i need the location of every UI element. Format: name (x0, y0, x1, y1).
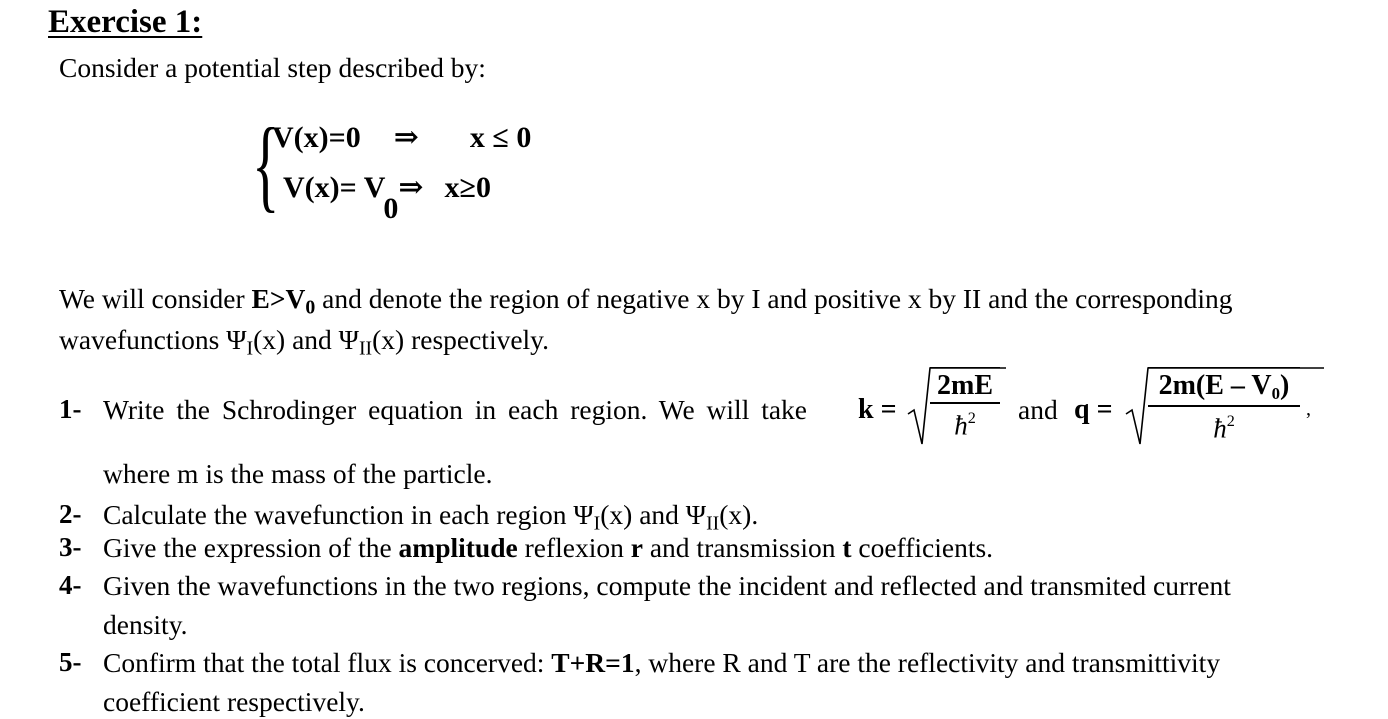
energy-condition (251, 283, 316, 319)
item-number: 2- (59, 499, 82, 529)
psi-subscript: I (246, 337, 254, 360)
condition-text: E>V (251, 283, 306, 314)
item-3-part: and transmission (642, 532, 843, 563)
system-row-1 (272, 120, 531, 155)
sqrt-q-overline (1148, 367, 1300, 368)
item-number: 4- (59, 570, 82, 600)
row1-arrow: ⇒ (393, 121, 419, 154)
row2-sub: 0 (383, 192, 399, 225)
hbar: ħ (954, 410, 968, 441)
item-3-part: Give the expression of the (103, 532, 399, 563)
k-label: k = (858, 394, 897, 425)
sqrt-q-icon (1124, 366, 1148, 448)
t-symbol: t (842, 532, 852, 563)
paragraph-line-2 (59, 324, 549, 361)
q-numerator-text: 2m(E – V (1158, 370, 1272, 401)
flux-equation: T+R=1 (551, 647, 635, 678)
item-number: 5- (59, 647, 82, 677)
item-5-part: Confirm that the total flux is concerved: (103, 647, 552, 678)
item-2-part: (x). (719, 499, 759, 530)
item-5-line-2: coefficient respectively. (103, 686, 365, 717)
q-fraction (1148, 372, 1300, 442)
hbar: ħ (1213, 413, 1227, 444)
psi-subscript: II (706, 512, 720, 535)
paragraph-text: (x) and Ψ (253, 324, 359, 355)
row2-lhs: V(x)= V (283, 171, 386, 204)
row2-rhs: x≥0 (444, 171, 491, 204)
item-2-text (103, 499, 758, 536)
psi-subscript: I (593, 512, 601, 535)
sqrt-k-overline (930, 367, 1000, 368)
condition-sub: 0 (305, 296, 316, 319)
item-1-continuation: where m is the mass of the particle. (103, 458, 493, 489)
sqrt-k-icon (906, 366, 930, 448)
k-denominator (954, 404, 976, 439)
item-2-part: Calculate the wavefunction in each region Ψ (103, 499, 594, 530)
item-4-line-2: density. (103, 609, 188, 640)
comma: , (1306, 398, 1311, 420)
paragraph-text: (x) respectively. (372, 324, 550, 355)
item-5-part: , where R and T are the reflectivity and transmittivity (634, 647, 1221, 678)
item-5-line-1 (103, 647, 1220, 679)
k-numerator: 2mE (937, 370, 993, 401)
item-1-text: Write the Schrodinger equation in each region. We will take (103, 394, 808, 425)
item-3-part: reflexion (517, 532, 631, 563)
row1-rhs: x ≤ 0 (469, 121, 532, 154)
q-numerator-sub: 0 (1271, 384, 1281, 404)
item-2-part: (x) and Ψ (600, 499, 707, 530)
paragraph-text: and denote the region of negative x by I and positive x by II and the corresponding (315, 283, 1233, 314)
q-label: q = (1074, 394, 1113, 425)
amplitude-keyword: amplitude (398, 532, 518, 563)
paragraph-text: We will consider (59, 283, 252, 314)
item-3-text (103, 532, 993, 564)
and-word: and (1018, 394, 1058, 425)
exercise-title: Exercise 1: (48, 4, 203, 40)
paragraph-line-1 (59, 283, 1232, 320)
paragraph-text: wavefunctions Ψ (59, 324, 247, 355)
q-numerator (1157, 372, 1292, 405)
row1-lhs: V(x)=0 (272, 121, 361, 154)
psi-subscript: II (358, 337, 373, 360)
k-fraction (930, 372, 1000, 439)
left-brace: { (252, 107, 280, 222)
r-symbol: r (630, 532, 643, 563)
item-number: 3- (59, 532, 82, 562)
item-number: 1- (59, 394, 82, 424)
item-4-line-1: Given the wavefunctions in the two regions, compute the incident and reflected and transmited current (103, 570, 1231, 601)
hbar-exponent: 2 (1226, 411, 1235, 430)
hbar-exponent: 2 (967, 409, 976, 427)
row2-arrow: ⇒ (398, 171, 424, 204)
item-3-part: coefficients. (851, 532, 994, 563)
q-denominator (1213, 407, 1235, 442)
intro-text: Consider a potential step described by: (59, 52, 486, 83)
system-row-2 (283, 170, 491, 226)
q-numerator-close: ) (1280, 370, 1290, 401)
